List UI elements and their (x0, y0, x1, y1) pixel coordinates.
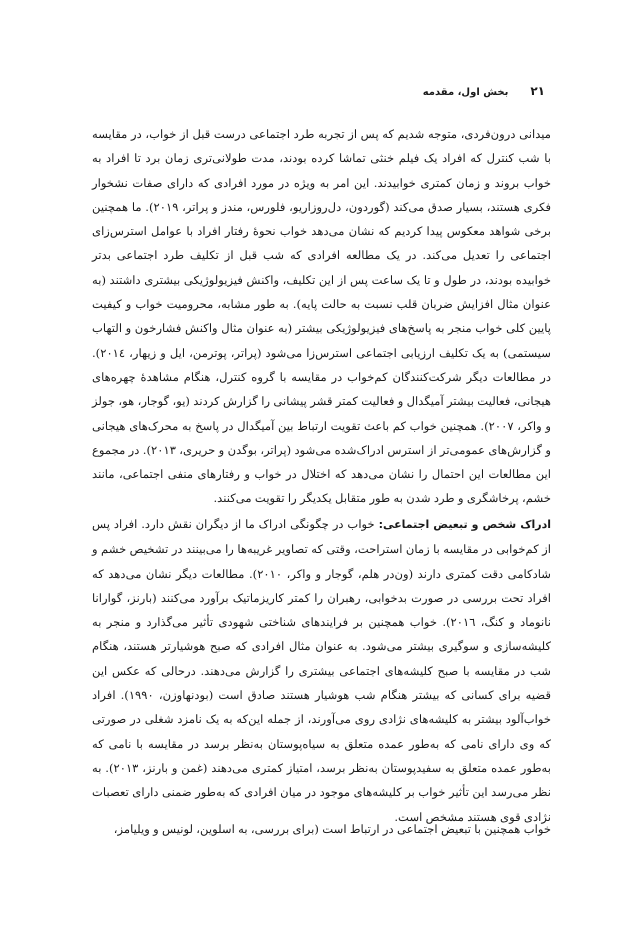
paragraph-heading: ادراک شخص و تبعیض اجتماعی: (378, 518, 551, 531)
paragraph-social-discrimination (92, 817, 551, 841)
running-header (98, 84, 545, 104)
section-label: بخش اول، مقدمه (422, 87, 509, 98)
paragraph-text: خواب همچنین با تبعیض اجتماعی در ارتباط است (برای بررسی، به اسلوین، لونیس و ویلیامز، (113, 822, 551, 836)
paragraph-text: خواب در چگونگی ادراک ما از دیگران نقش دارد. افراد پس از کم‌خوابی در مقایسه با زمان استراحت، وقتی که تصاویر غریبه‌ها را می‌بینند در تشخیص خشم و شادکامی دقت کمتری دارند (ون‌در هلم، گوجار و واکر، ۲۰۱۰). مطالعات دیگر نشان می‌دهد که افراد تحت بررسی در صورت بدخوابی، رهبران را کمتر کاریزماتیک برآورد می‌کنند (بارنز، گوارانا نانوماد و کنگ، ۲۰۱٦). خواب همچنین بر فرایندهای شناختی شهودی تأثیر می‌گذارد و منجر به کلیشه‌سازی و سوگیری بیشتر می‌شود. به عنوان مثال افرادی که صبح هوشیارتر هستند، هنگام شب در مقایسه با صبح کلیشه‌های اجتماعی بیشتری را گزارش می‌دهند. درحالی که عکس این قضیه برای کسانی که بیشتر هنگام شب هوشیار هستند صادق است (بودنهاوزن، ۱۹۹۰). افراد خواب‌آلود بیشتر به کلیشه‌های نژادی روی می‌آورند، از جمله این‌که به یک نامزد شغلی در صورتی که وی دارای نامی که به‌طور عمده متعلق به سیاه‌پوستان به‌نظر برسد در مقایسه با نامی که به‌طور عمده متعلق به سفیدپوستان به‌نظر برسد، امتیاز کمتری می‌دهند (غمن و بارنز، ۲۰۱۳). به نظر می‌رسد این تأثیر خواب بر کلیشه‌های موجود در میان افرادی که به‌طور ضمنی دارای تعصبات نژادی قوی هستند مشخص است. (92, 517, 551, 824)
paragraph-text: میدانی درون‌فردی، متوجه شدیم که پس از تجربه طرد اجتماعی درست قبل از خواب، در مقایسه با شب کنترل که افراد یک فیلم خنثی تماشا کرده بودند، مدت طولانی‌تری زمان برد تا افراد به خواب بروند و زمان کمتری خوابیدند. این امر به ویژه در مورد افرادی که دارای صفات نشخوار فکری هستند، بسیار صدق می‌کند (گوردون، دل‌روزاریو، فلورس، مندز و پراتر، ۲۰۱۹). ما همچنین برخی شواهد معکوس پیدا کردیم که نشان می‌دهد خواب نحوهٔ رفتار افراد با عوامل استرس‌زای اجتماعی را تعدیل می‌کند. در یک مطالعه افرادی که شب قبل از تکلیف طرد اجتماعی بدتر خوابیده بودند، در طول و تا یک ساعت پس از این تکلیف، واکنش فیزیولوژیکی بیشتری داشتند (به عنوان مثال افزایش ضربان قلب نسبت به حالت پایه). به طور مشابه، محرومیت خواب و کیفیت پایین کلی خواب منجر به پاسخ‌های فیزیولوژیکی بیشتر (به عنوان مثال واکنش فشارخون و التهاب سیستمی) به یک تکلیف ارزیابی اجتماعی استرس‌زا می‌شود (پراتر، پوترمن، ایل و زیهار، ۲۰۱٤). در مطالعات دیگر شرکت‌کنندگان کم‌خواب در مقایسه با گروه کنترل، هنگام مشاهدهٔ چهره‌های هیجانی، فعالیت بیشتر آمیگدال و فعالیت کمتر قشر پیشانی را گزارش کردند (یو، گوجار، هو، جولز و واکر، ۲۰۰۷). همچنین خواب کم باعث تقویت ارتباط بین آمیگدال در پاسخ به محرک‌های هیجانی و گزارش‌های عمومی‌تر از استرس ادراک‌شده می‌شود (پراتر، بوگدن و حریری، ۲۰۱۳). در مجموع این مطالعات این احتمال را نشان می‌دهد که اختلال در خواب و رفتارهای منفی اجتماعی، مانند خشم، پرخاشگری و طرد شدن به طور متقابل یکدیگر را تقویت می‌کنند. (92, 127, 551, 506)
paragraph-person-perception (92, 512, 551, 829)
page-number: ۲۱ (530, 84, 545, 98)
paragraph-sleep-social-rejection (92, 122, 551, 511)
